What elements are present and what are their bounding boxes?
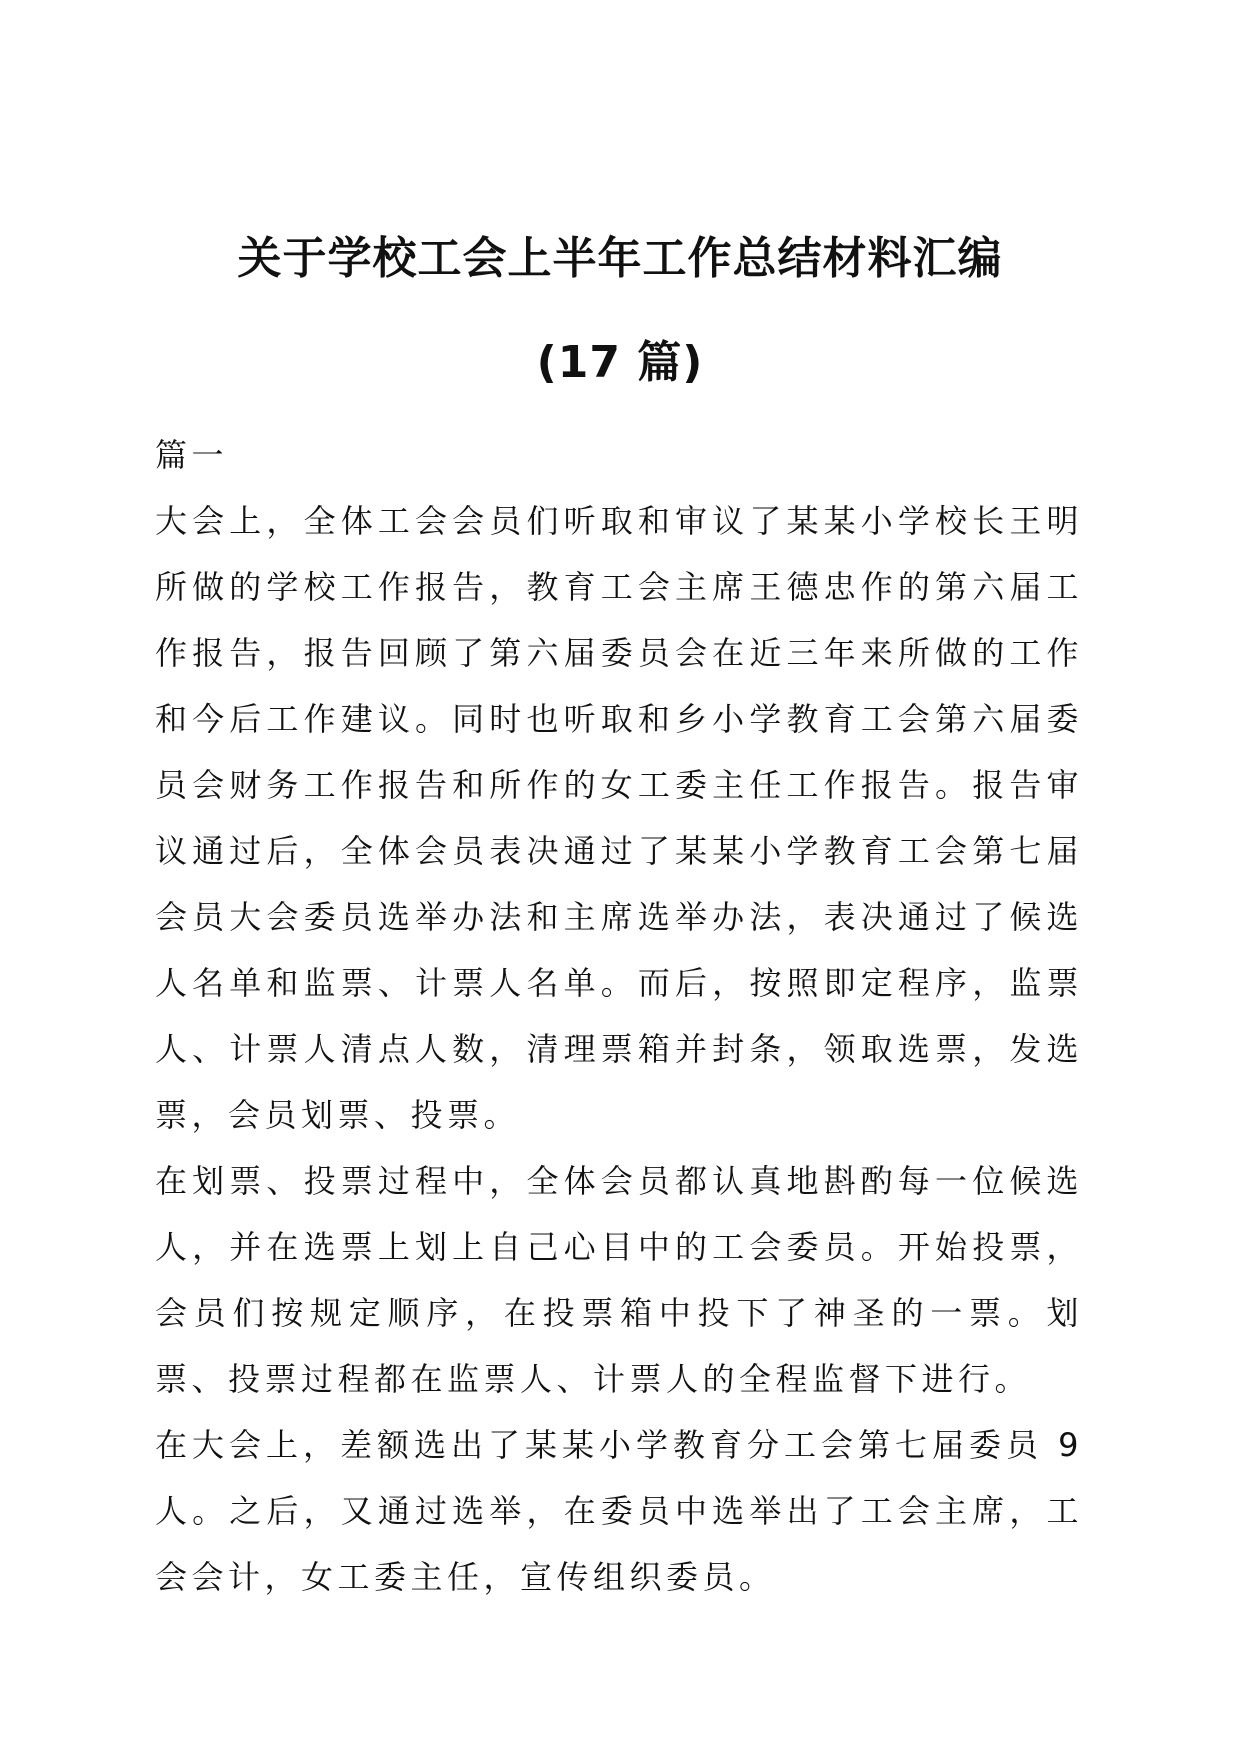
paragraph-3: 在大会上，差额选出了某某小学教育分工会第七届委员 9 人。之后，又通过选举，在委员中选举出了工会主席，工会会计，女工委主任，宣传组织委员。 — [155, 1426, 1083, 1596]
document-title: 关于学校工会上半年工作总结材料汇编 — [237, 233, 1003, 284]
paragraph-2: 在划票、投票过程中，全体会员都认真地斟酌每一位候选人，并在选票上划上自己心目中的工会委员。开始投票，会员们按规定顺序，在投票箱中投下了神圣的一票。划票、投票过程都在监票人、计票人的全程监督下进行。 — [155, 1162, 1083, 1398]
section-label: 篇一 — [155, 436, 229, 474]
document-body — [155, 422, 1083, 1610]
document-subtitle: (17 篇) — [536, 337, 704, 388]
paragraph-1: 大会上，全体工会会员们听取和审议了某某小学校长王明所做的学校工作报告，教育工会主席王德忠作的第六届工作报告，报告回顾了第六届委员会在近三年来所做的工作和今后工作建议。同时也听取和乡小学教育工会第六届委员会财务工作报告和所作的女工委主任工作报告。报告审议通过后，全体会员表决通过了某某小学教育工会第七届会员大会委员选举办法和主席选举办法，表决通过了候选人名单和监票、计票人名单。而后，按照即定程序，监票人、计票人清点人数，清理票箱并封条，领取选票，发选票，会员划票、投票。 — [155, 502, 1083, 1134]
